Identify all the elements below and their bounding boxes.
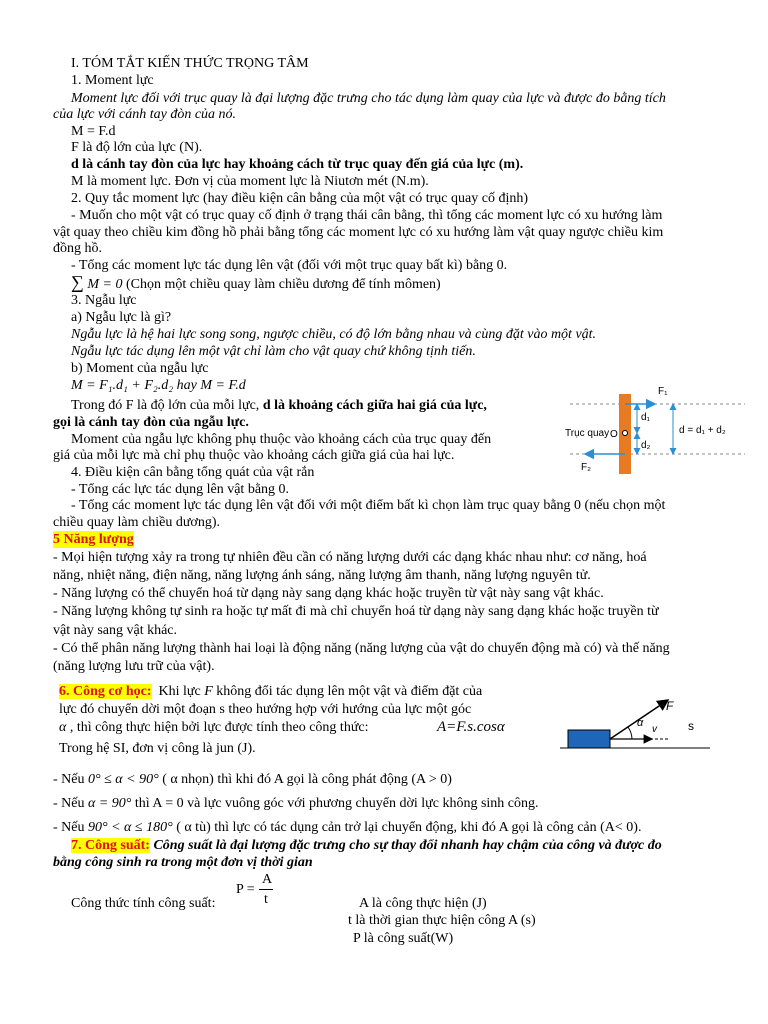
- f-description: F là độ lớn của lực (N).: [71, 140, 203, 155]
- equilibrium-title: 4. Điều kiện cân bằng tổng quát của vật rắn: [71, 465, 315, 480]
- couple-f-text: Trong đó F là độ lớn của mỗi lực,: [71, 398, 260, 413]
- couple-independence-1: Moment của ngẫu lực không phụ thuộc vào khoảng cách của trục quay đến: [71, 432, 492, 447]
- energy-p1-line1: - Mọi hiện tượng xảy ra trong tự nhiên đều cần có năng lượng dưới các dạng khác nhau như: cơ năng, hoá: [53, 550, 647, 565]
- work-formula: A=F.s.cosα: [437, 719, 505, 735]
- d1-label: d₁: [641, 412, 650, 423]
- work-diagram: [560, 682, 720, 754]
- moment-definition-line2: của lực với cánh tay đòn của nó.: [53, 107, 237, 122]
- moving-block: [568, 730, 610, 748]
- angle-arc: [628, 727, 632, 739]
- couple-d-bold-2: gọi là cánh tay đòn của ngẫu lực.: [53, 415, 249, 430]
- case2-condition: α = 90°: [88, 796, 132, 811]
- work-text-3: , thì công thực hiện bởi lực được tính theo công thức:: [69, 720, 369, 735]
- neu-label: - Nếu: [53, 796, 85, 811]
- force-label: F: [666, 699, 674, 713]
- case3-condition: 90° < α ≤ 180°: [88, 820, 173, 835]
- work-line1: [59, 683, 482, 700]
- alpha-label: α: [637, 717, 644, 729]
- power-title: 7. Công suất:: [71, 838, 150, 853]
- rule-line3: đồng hồ.: [53, 241, 102, 256]
- power-formula-label: Công thức tính công suất:: [71, 896, 216, 911]
- work-case-2: [53, 795, 539, 812]
- power-def-2: bằng công sinh ra trong một đơn vị thời gian: [53, 855, 313, 870]
- work-line3: [59, 719, 369, 736]
- couple-formula: M = F₁.d₁ + F₂.d₂ hay M = F.d: [71, 378, 246, 393]
- case1-condition: 0° ≤ α < 90°: [88, 772, 159, 787]
- moment-title: 1. Moment lực: [71, 73, 154, 88]
- work-force-symbol: F: [204, 684, 213, 699]
- equilibrium-3: chiều quay làm chiều dương).: [53, 515, 220, 530]
- power-denominator: t: [264, 892, 268, 907]
- section-heading: I. TÓM TẮT KIẾN THỨC TRỌNG TÂM: [71, 56, 309, 71]
- sum-formula: M = 0: [87, 277, 123, 292]
- sum-symbol: ∑: [71, 272, 84, 292]
- couple-definition-2: Ngẫu lực tác dụng lên một vật chỉ làm cho vật quay chứ không tịnh tiến.: [71, 344, 476, 359]
- energy-p4-line1: - Có thể phân năng lượng thành hai loại là động năng (năng lượng của vật do chuyển động mà có) và thế năng: [53, 641, 670, 656]
- velocity-label: v: [652, 724, 657, 735]
- axis-point-label: O: [610, 429, 618, 440]
- f1-label: F₁: [658, 386, 668, 397]
- work-line4: Trong hệ SI, đơn vị công là jun (J).: [59, 741, 256, 756]
- couple-moment-title: b) Moment của ngẫu lực: [71, 361, 209, 376]
- case1-text: ( α nhọn) thì khi đó A gọi là công phát động (A > 0): [162, 772, 452, 787]
- d-total-label: d = d₁ + d₂: [679, 425, 726, 436]
- case2-text: thì A = 0 và lực vuông góc với phương chuyển dời lực không sinh công.: [134, 796, 539, 811]
- d-description: d là cánh tay đòn của lực hay khoảng cách từ trục quay đến giá của lực (m).: [71, 157, 524, 172]
- axis-label: Trục quay: [565, 428, 610, 439]
- moment-definition-line1: Moment lực đối với trục quay là đại lượng đặc trưng cho tác dụng làm quay của lực và được đo bằng tích: [71, 91, 666, 106]
- couple-f-line: [71, 397, 487, 414]
- energy-p1-line2: năng, nhiệt năng, điện năng, năng lượng ánh sáng, năng lượng âm thanh, năng lượng nguyên tử.: [53, 568, 591, 583]
- m-description: M là moment lực. Đơn vị của moment lực là Niutơn mét (N.m).: [71, 174, 429, 189]
- power-formula-p: P =: [236, 882, 255, 897]
- work-case-1: [53, 771, 452, 788]
- couple-title: 3. Ngẫu lực: [71, 293, 137, 308]
- neu-label: - Nếu: [53, 772, 85, 787]
- equilibrium-1: - Tổng các lực tác dụng lên vật bằng 0.: [71, 482, 290, 497]
- work-line2: lực đó chuyển dời một đoạn s theo hướng hợp với hướng của lực một góc: [59, 702, 472, 717]
- couple-d-bold-1: d là khoảng cách giữa hai giá của lực,: [262, 398, 487, 413]
- couple-definition-1: Ngẫu lực là hệ hai lực song song, ngược chiều, có độ lớn bằng nhau và cùng đặt vào một vật.: [71, 327, 597, 342]
- work-title: 6. Công cơ học:: [59, 684, 152, 699]
- energy-p3-line1: - Năng lượng không tự sinh ra hoặc tự mất đi mà chỉ chuyển hoá từ dạng này sang dạng khác hoặc truyền từ: [53, 604, 659, 619]
- power-line1: [71, 837, 662, 854]
- f2-label: F₂: [581, 462, 591, 473]
- energy-p2: - Năng lượng có thể chuyển hoá từ dạng này sang dạng khác hoặc truyền từ vật này sang vật khác.: [53, 586, 604, 601]
- couple-question: a) Ngẫu lực là gì?: [71, 310, 172, 325]
- work-text-1a: Khi lực: [158, 684, 201, 699]
- rule-title: 2. Quy tắc moment lực (hay điều kiện cân bằng của một vật có trục quay cố định): [71, 191, 528, 206]
- a-description: A là công thực hiện (J): [359, 896, 487, 911]
- fraction-bar: [259, 889, 273, 890]
- p-description: P là công suất(W): [353, 931, 454, 946]
- moment-formula: M = F.d: [71, 124, 116, 139]
- energy-p3-line2: vật này sang vật khác.: [53, 623, 178, 638]
- sum-note: (Chọn một chiều quay làm chiều dương để tính mômen): [125, 277, 441, 292]
- rule-line1: - Muốn cho một vật có trục quay cố định ở trạng thái cân bằng, thì tổng các moment lực có xu hướng làm: [71, 208, 663, 223]
- t-description: t là thời gian thực hiện công A (s): [348, 913, 536, 928]
- rule-line4: - Tổng các moment lực tác dụng lên vật (đối với một trục quay bất kì) bằng 0.: [71, 258, 508, 273]
- couple-independence-2: giá của mỗi lực mà chỉ phụ thuộc vào khoảng cách giữa giá của hai lực.: [53, 448, 455, 463]
- energy-p4-line2: (năng lượng lưu trữ của vật).: [53, 659, 215, 674]
- s-label: s: [688, 719, 694, 733]
- rule-line2: vật quay theo chiều kim đồng hồ phải bằng tổng các moment lực có xu hướng làm vật quay ngược chiều kim: [53, 225, 664, 240]
- case3-text: ( α tù) thì lực có tác dụng cản trở lại chuyển động, khi đó A gọi là công cản (A< 0).: [176, 820, 642, 835]
- energy-title: 5 Năng lượng: [53, 532, 134, 547]
- neu-label: - Nếu: [53, 820, 85, 835]
- axis-point: [623, 431, 628, 436]
- d2-label: d₂: [641, 440, 651, 451]
- equilibrium-2: - Tổng các moment lực tác dụng lên vật đối với một điểm bất kì chọn làm trục quay bằng 0 (nếu chọn một: [71, 498, 666, 513]
- work-alpha: α: [59, 720, 67, 735]
- power-numerator: A: [262, 872, 273, 887]
- couple-diagram: [555, 378, 765, 478]
- power-def-1: Công suất là đại lượng đặc trưng cho sự thay đổi nhanh hay chậm của công và được đo: [153, 838, 662, 853]
- sum-moment-line: [71, 274, 441, 293]
- work-text-1b: không đổi tác dụng lên một vật và điểm đặt của: [216, 684, 483, 699]
- work-case-3: [53, 819, 641, 836]
